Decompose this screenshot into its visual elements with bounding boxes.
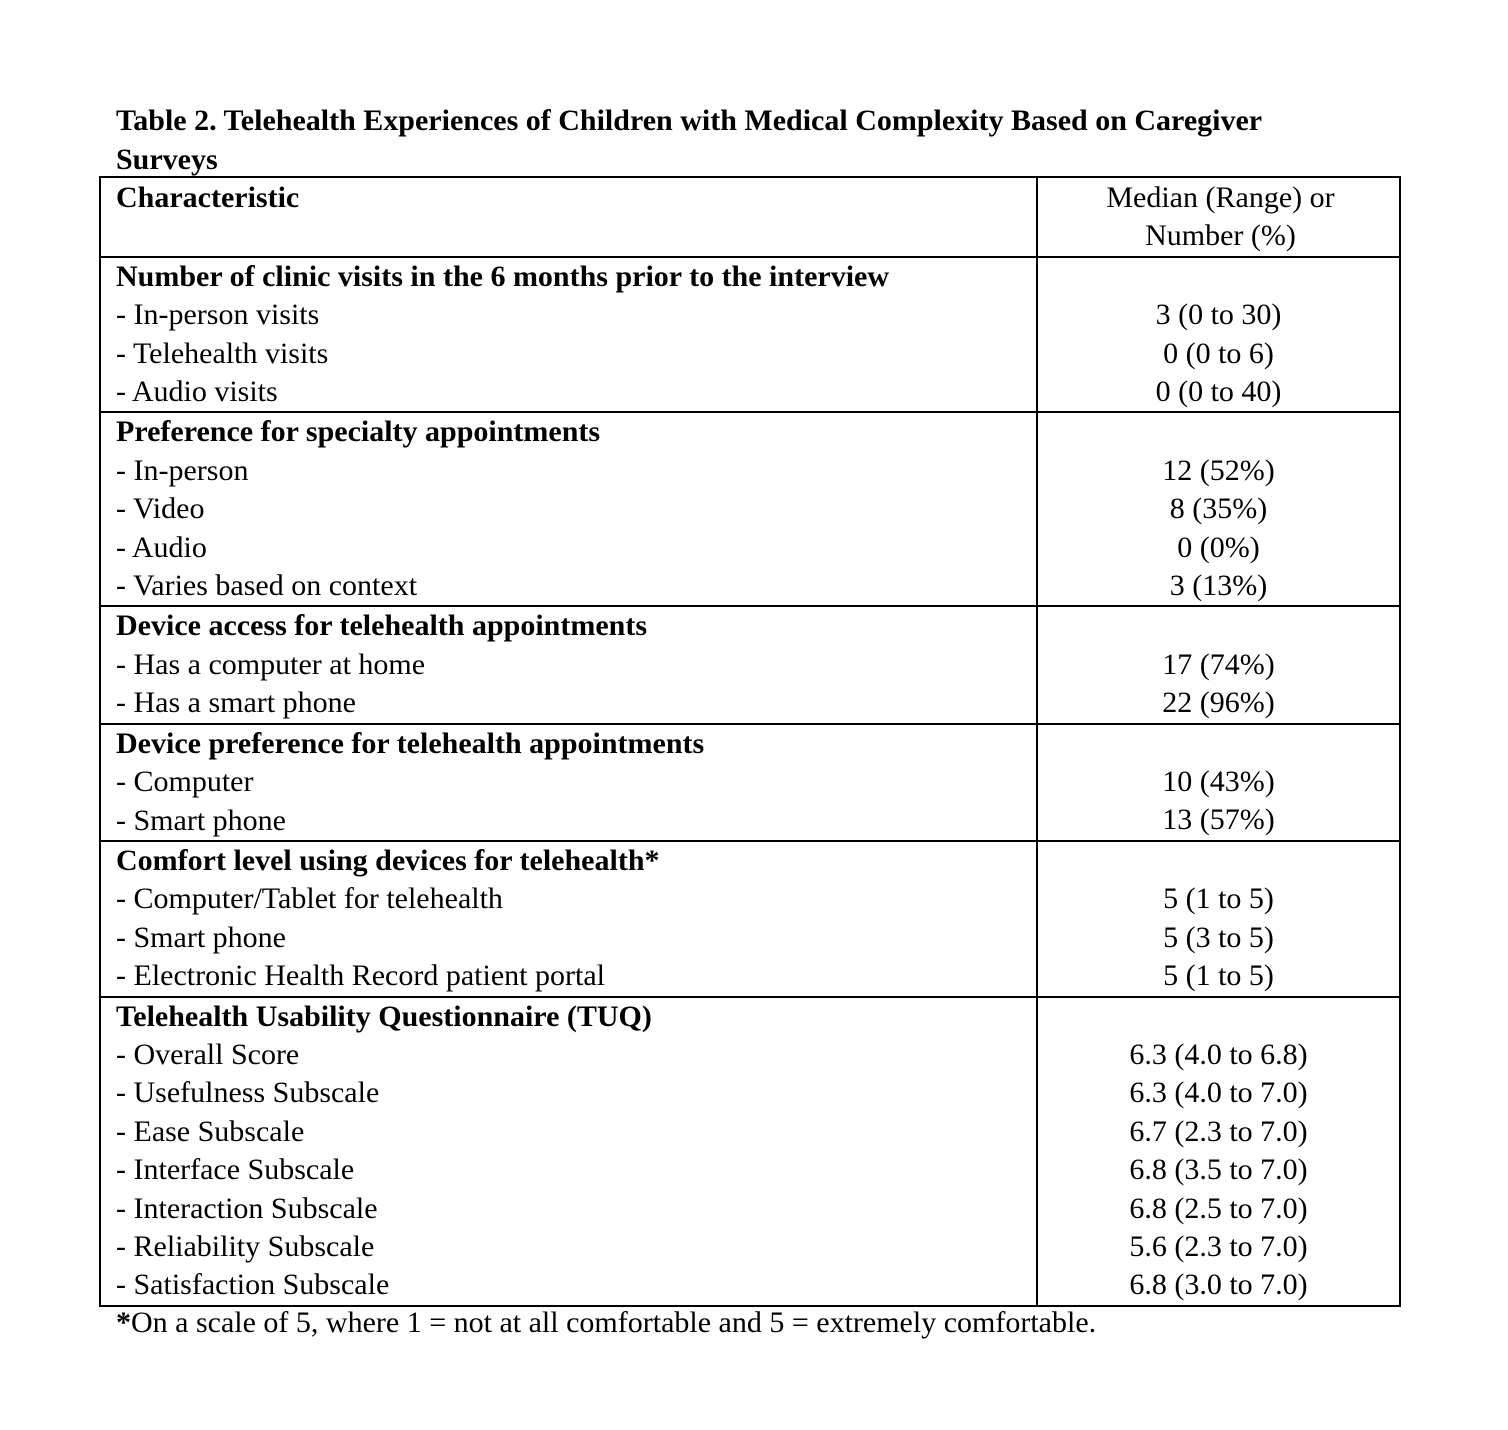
section-characteristic-cell xyxy=(100,412,1037,606)
row-label: - Varies based on context xyxy=(116,569,418,603)
section-characteristic-cell xyxy=(100,841,1037,997)
section-characteristic-cell xyxy=(100,606,1037,723)
section-characteristic-cell xyxy=(100,257,1037,413)
header-value-line1: Median (Range) or xyxy=(1106,181,1335,214)
row-value: 3 (13%) xyxy=(1169,569,1268,603)
row-value: 0 (0%) xyxy=(1177,530,1260,564)
header-value-line2: Number (%) xyxy=(1145,219,1296,253)
row-label: - Ease Subscale xyxy=(116,1114,305,1148)
row-label: - Overall Score xyxy=(116,1037,300,1071)
value-spacer xyxy=(1038,842,1399,880)
value-spacer xyxy=(1038,725,1399,763)
value-spacer xyxy=(1038,607,1399,645)
row-label: - Video xyxy=(116,492,205,526)
section-value-cell xyxy=(1037,997,1400,1306)
row-value: 22 (96%) xyxy=(1162,686,1275,720)
row-label: - Computer xyxy=(116,765,254,799)
section-title: Number of clinic visits in the 6 months prior to the interview xyxy=(116,259,890,293)
section-title: Device preference for telehealth appointments xyxy=(116,726,705,760)
row-label: - Electronic Health Record patient portal xyxy=(116,959,605,993)
section-characteristic-cell xyxy=(100,724,1037,841)
table-caption: Table 2. Telehealth Experiences of Children with Medical Complexity Based on Caregiver Surveys xyxy=(116,104,1262,176)
row-label: - Has a smart phone xyxy=(116,686,356,720)
header-value xyxy=(1037,177,1400,257)
row-value: 6.7 (2.3 to 7.0) xyxy=(1129,1114,1308,1148)
row-value: 8 (35%) xyxy=(1169,492,1268,526)
row-value: 5.6 (2.3 to 7.0) xyxy=(1129,1229,1308,1263)
row-value: 6.3 (4.0 to 6.8) xyxy=(1129,1037,1308,1071)
section-value-cell xyxy=(1037,412,1400,606)
section-title: Device access for telehealth appointments xyxy=(116,609,648,643)
row-value: 10 (43%) xyxy=(1162,765,1275,799)
row-value: 0 (0 to 6) xyxy=(1163,336,1274,370)
row-label: - Telehealth visits xyxy=(116,336,329,370)
footnote-text: On a scale of 5, where 1 = not at all comfortable and 5 = extremely comfortable. xyxy=(131,1306,1097,1339)
row-label: - Smart phone xyxy=(116,803,286,837)
row-label: - Computer/Tablet for telehealth xyxy=(116,882,503,916)
header-characteristic-label: Characteristic xyxy=(116,181,300,214)
section-value-cell xyxy=(1037,257,1400,413)
section-value-cell xyxy=(1037,606,1400,723)
section-row xyxy=(100,724,1400,841)
section-row xyxy=(100,606,1400,723)
row-value: 12 (52%) xyxy=(1162,453,1275,487)
section-title: Preference for specialty appointments xyxy=(116,415,601,449)
row-label: - Interaction Subscale xyxy=(116,1191,378,1225)
row-value: 6.8 (2.5 to 7.0) xyxy=(1129,1191,1308,1225)
section-value-cell xyxy=(1037,841,1400,997)
value-spacer xyxy=(1038,258,1399,296)
row-label: - Audio xyxy=(116,530,207,564)
row-value: 5 (1 to 5) xyxy=(1163,959,1274,993)
table-footnote xyxy=(116,1304,1096,1342)
section-row xyxy=(100,841,1400,997)
row-label: - Audio visits xyxy=(116,375,278,409)
row-label: - Usefulness Subscale xyxy=(116,1076,380,1110)
value-spacer xyxy=(1038,998,1399,1036)
table-header-row xyxy=(100,177,1400,257)
row-value: 6.8 (3.5 to 7.0) xyxy=(1129,1153,1308,1187)
row-value: 13 (57%) xyxy=(1162,803,1275,837)
section-row xyxy=(100,257,1400,413)
section-characteristic-cell xyxy=(100,997,1037,1306)
row-value: 0 (0 to 40) xyxy=(1155,375,1282,409)
row-label: - Reliability Subscale xyxy=(116,1229,375,1263)
row-value: 6.3 (4.0 to 7.0) xyxy=(1129,1076,1308,1110)
row-label: - Has a computer at home xyxy=(116,647,426,681)
row-value: 5 (3 to 5) xyxy=(1163,920,1274,954)
row-value: 6.8 (3.0 to 7.0) xyxy=(1129,1268,1308,1302)
value-spacer xyxy=(1038,413,1399,451)
row-label: - Interface Subscale xyxy=(116,1153,355,1187)
row-label: - Satisfaction Subscale xyxy=(116,1268,390,1302)
table-body xyxy=(100,257,1400,1306)
header-characteristic xyxy=(100,177,1037,257)
row-value: 3 (0 to 30) xyxy=(1155,298,1282,332)
section-title: Telehealth Usability Questionnaire (TUQ) xyxy=(116,999,652,1033)
section-row xyxy=(100,412,1400,606)
row-value: 17 (74%) xyxy=(1162,647,1275,681)
section-row xyxy=(100,997,1400,1306)
row-value: 5 (1 to 5) xyxy=(1163,882,1274,916)
section-title: Comfort level using devices for telehealth* xyxy=(116,843,660,877)
row-label: - In-person visits xyxy=(116,298,320,332)
section-value-cell xyxy=(1037,724,1400,841)
telehealth-table xyxy=(99,176,1401,1307)
row-label: - Smart phone xyxy=(116,920,286,954)
footnote-star: * xyxy=(116,1306,131,1339)
row-label: - In-person xyxy=(116,453,249,487)
